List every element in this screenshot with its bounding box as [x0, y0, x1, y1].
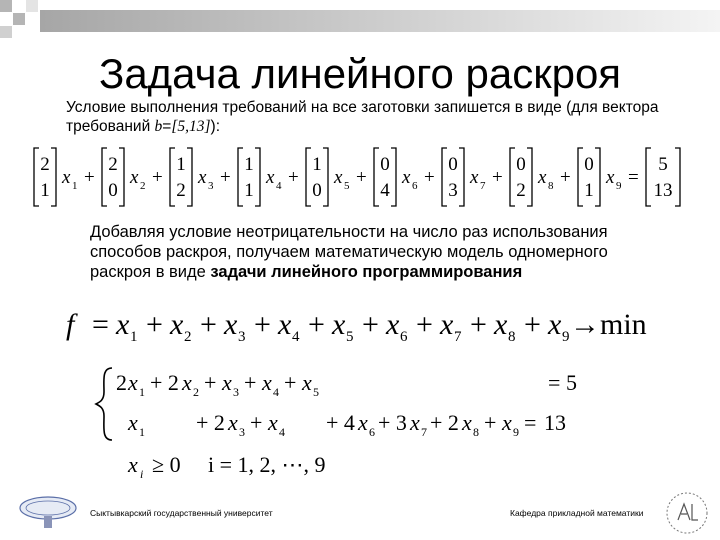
- slide-title: Задача линейного раскроя: [98, 50, 622, 97]
- variable: x: [470, 167, 479, 188]
- svg-text:5: 5: [346, 329, 354, 345]
- operator: +: [356, 167, 367, 188]
- matrix-bracket: [510, 148, 532, 206]
- svg-text:3: 3: [233, 385, 239, 399]
- variable: x: [266, 167, 275, 188]
- matrix-bracket: [34, 148, 56, 206]
- svg-text:+: +: [484, 410, 497, 435]
- svg-text:+: +: [470, 308, 487, 341]
- matrix-bracket: [306, 148, 328, 206]
- svg-text:+: +: [200, 308, 217, 341]
- matrix-bracket: [374, 148, 396, 206]
- matrix-entry: 1: [40, 180, 50, 201]
- svg-text:+: +: [254, 308, 271, 341]
- svg-text:+ 4: + 4: [326, 410, 355, 435]
- svg-text:+: +: [362, 308, 379, 341]
- variable-index: 9: [616, 180, 622, 192]
- variable: x: [130, 167, 139, 188]
- vector-value: [5,13]: [171, 118, 211, 135]
- operator: +: [152, 167, 163, 188]
- constraint-1-rhs: 5: [566, 370, 577, 395]
- matrix-entry: 1: [176, 154, 186, 175]
- variable-index: 2: [140, 180, 146, 192]
- svg-text:x: x: [116, 308, 130, 341]
- matrix-bracket: [646, 148, 680, 206]
- svg-text:→: →: [570, 308, 600, 341]
- condition-text-before: Условие выполнения требований на все заготовки запишется в виде (для вектора требований: [66, 99, 659, 135]
- matrix-entry: 2: [108, 154, 118, 175]
- variable: x: [538, 167, 547, 188]
- svg-text:f: f: [66, 308, 75, 341]
- svg-text:x: x: [268, 410, 278, 435]
- svg-text:x: x: [332, 308, 346, 341]
- matrix-bracket: [238, 148, 260, 206]
- variable-index: 1: [72, 180, 78, 192]
- department-logo: [664, 490, 710, 536]
- variable-index: 7: [480, 180, 486, 192]
- constraint-1: [116, 370, 577, 399]
- svg-text:=: =: [92, 308, 109, 341]
- svg-text:x: x: [440, 308, 454, 341]
- model-text: [90, 222, 650, 282]
- matrix-entry: 0: [380, 154, 390, 175]
- operator: +: [424, 167, 435, 188]
- svg-text:2: 2: [116, 370, 127, 395]
- svg-text:x: x: [302, 370, 312, 395]
- nonnegativity-condition: [127, 452, 326, 481]
- footer-university: Сыктывкарский государственный университет: [90, 508, 273, 518]
- svg-text:2: 2: [193, 385, 199, 399]
- matrix-entry: 2: [176, 180, 186, 201]
- matrix-entry: 1: [244, 180, 254, 201]
- variable: x: [402, 167, 411, 188]
- svg-text:7: 7: [454, 329, 462, 345]
- matrix-entry: 1: [312, 154, 322, 175]
- svg-text:x: x: [386, 308, 400, 341]
- matrix-entry: 3: [448, 180, 458, 201]
- matrix-entry: 2: [516, 180, 526, 201]
- svg-text:x: x: [548, 308, 562, 341]
- condition-text: Условие выполнения требований на все заготовки запишется в виде (для вектора требований b=[5,13]):: [66, 99, 659, 135]
- svg-text:=: =: [548, 370, 561, 395]
- matrix-entry: 1: [584, 180, 594, 201]
- matrix-entry: 0: [312, 180, 322, 201]
- svg-text:7: 7: [421, 425, 427, 439]
- svg-text:+ 3: + 3: [378, 410, 407, 435]
- condition-text-after: ):: [210, 118, 221, 135]
- svg-text:+: +: [204, 370, 217, 395]
- objective-function: [66, 308, 647, 345]
- svg-text:+: +: [416, 308, 433, 341]
- footer-department: Кафедра прикладной математики: [510, 508, 644, 518]
- matrix-bracket: [102, 148, 124, 206]
- svg-text:x: x: [170, 308, 184, 341]
- matrix-bracket: [170, 148, 192, 206]
- operator: =: [628, 167, 639, 188]
- svg-text:x: x: [222, 370, 232, 395]
- svg-text:2: 2: [184, 329, 192, 345]
- index-range: i = 1, 2, ⋯, 9: [208, 452, 326, 477]
- svg-text:x: x: [224, 308, 238, 341]
- variable-index: 3: [208, 180, 214, 192]
- model-text-bold: задачи линейного программирования: [210, 263, 523, 281]
- svg-text:≥ 0: ≥ 0: [152, 452, 181, 477]
- svg-text:1: 1: [139, 385, 145, 399]
- constraint-2-rhs: 13: [544, 410, 566, 435]
- svg-text:6: 6: [369, 425, 375, 439]
- svg-text:4: 4: [292, 329, 300, 345]
- operator: +: [560, 167, 571, 188]
- variable: x: [334, 167, 343, 188]
- svg-text:x: x: [128, 410, 138, 435]
- operator: +: [220, 167, 231, 188]
- svg-text:x: x: [228, 410, 238, 435]
- matrix-bracket: [578, 148, 600, 206]
- svg-text:6: 6: [400, 329, 408, 345]
- vector-symbol: b: [154, 118, 163, 135]
- svg-text:+: +: [250, 410, 263, 435]
- variable-index: 6: [412, 180, 418, 192]
- operator: +: [492, 167, 503, 188]
- svg-text:+: +: [524, 308, 541, 341]
- variable-index: 5: [344, 180, 350, 192]
- svg-text:x: x: [358, 410, 368, 435]
- svg-text:+: +: [284, 370, 297, 395]
- objective-direction: min: [600, 308, 647, 341]
- svg-text:+: +: [308, 308, 325, 341]
- matrix-bracket: [442, 148, 464, 206]
- operator: +: [84, 167, 95, 188]
- matrix-entry: 2: [40, 154, 50, 175]
- system-brace: [96, 368, 112, 440]
- svg-text:x: x: [262, 370, 272, 395]
- svg-text:x: x: [502, 410, 512, 435]
- variable: x: [606, 167, 615, 188]
- svg-text:4: 4: [279, 425, 285, 439]
- svg-text:x: x: [128, 452, 138, 477]
- svg-text:1: 1: [139, 425, 145, 439]
- svg-text:3: 3: [238, 329, 246, 345]
- operator: +: [288, 167, 299, 188]
- svg-text:x: x: [182, 370, 192, 395]
- matrix-entry: 0: [516, 154, 526, 175]
- variable: x: [62, 167, 71, 188]
- svg-text:x: x: [494, 308, 508, 341]
- svg-text:1: 1: [130, 329, 138, 345]
- svg-text:8: 8: [473, 425, 479, 439]
- svg-text:=: =: [524, 410, 537, 435]
- svg-text:+: +: [146, 308, 163, 341]
- university-logo: [18, 494, 78, 530]
- svg-text:x: x: [128, 370, 138, 395]
- svg-text:5: 5: [313, 385, 319, 399]
- svg-text:x: x: [462, 410, 472, 435]
- svg-text:4: 4: [273, 385, 279, 399]
- matrix-entry: 4: [380, 180, 390, 201]
- svg-text:+: +: [244, 370, 257, 395]
- matrix-entry: 0: [584, 154, 594, 175]
- svg-text:x: x: [278, 308, 292, 341]
- variable: x: [198, 167, 207, 188]
- svg-text:+ 2: + 2: [430, 410, 459, 435]
- svg-text:9: 9: [562, 329, 570, 345]
- model-text-plain: Добавляя условие неотрицательности на число раз использования способов раскроя, получаем математическую модель одномерного раскроя в виде: [90, 223, 608, 281]
- variable-index: 4: [276, 180, 282, 192]
- svg-text:i: i: [140, 467, 144, 481]
- svg-text:9: 9: [513, 425, 519, 439]
- matrix-entry: 0: [448, 154, 458, 175]
- matrix-entry: 0: [108, 180, 118, 201]
- svg-text:+ 2: + 2: [196, 410, 225, 435]
- svg-text:x: x: [410, 410, 420, 435]
- header-decoration: [0, 0, 720, 45]
- constraint-2: [127, 410, 566, 439]
- rhs-entry: 13: [653, 180, 673, 201]
- svg-text:3: 3: [239, 425, 245, 439]
- svg-text:+ 2: + 2: [150, 370, 179, 395]
- rhs-entry: 5: [658, 154, 668, 175]
- svg-text:8: 8: [508, 329, 516, 345]
- matrix-entry: 1: [244, 154, 254, 175]
- variable-index: 8: [548, 180, 554, 192]
